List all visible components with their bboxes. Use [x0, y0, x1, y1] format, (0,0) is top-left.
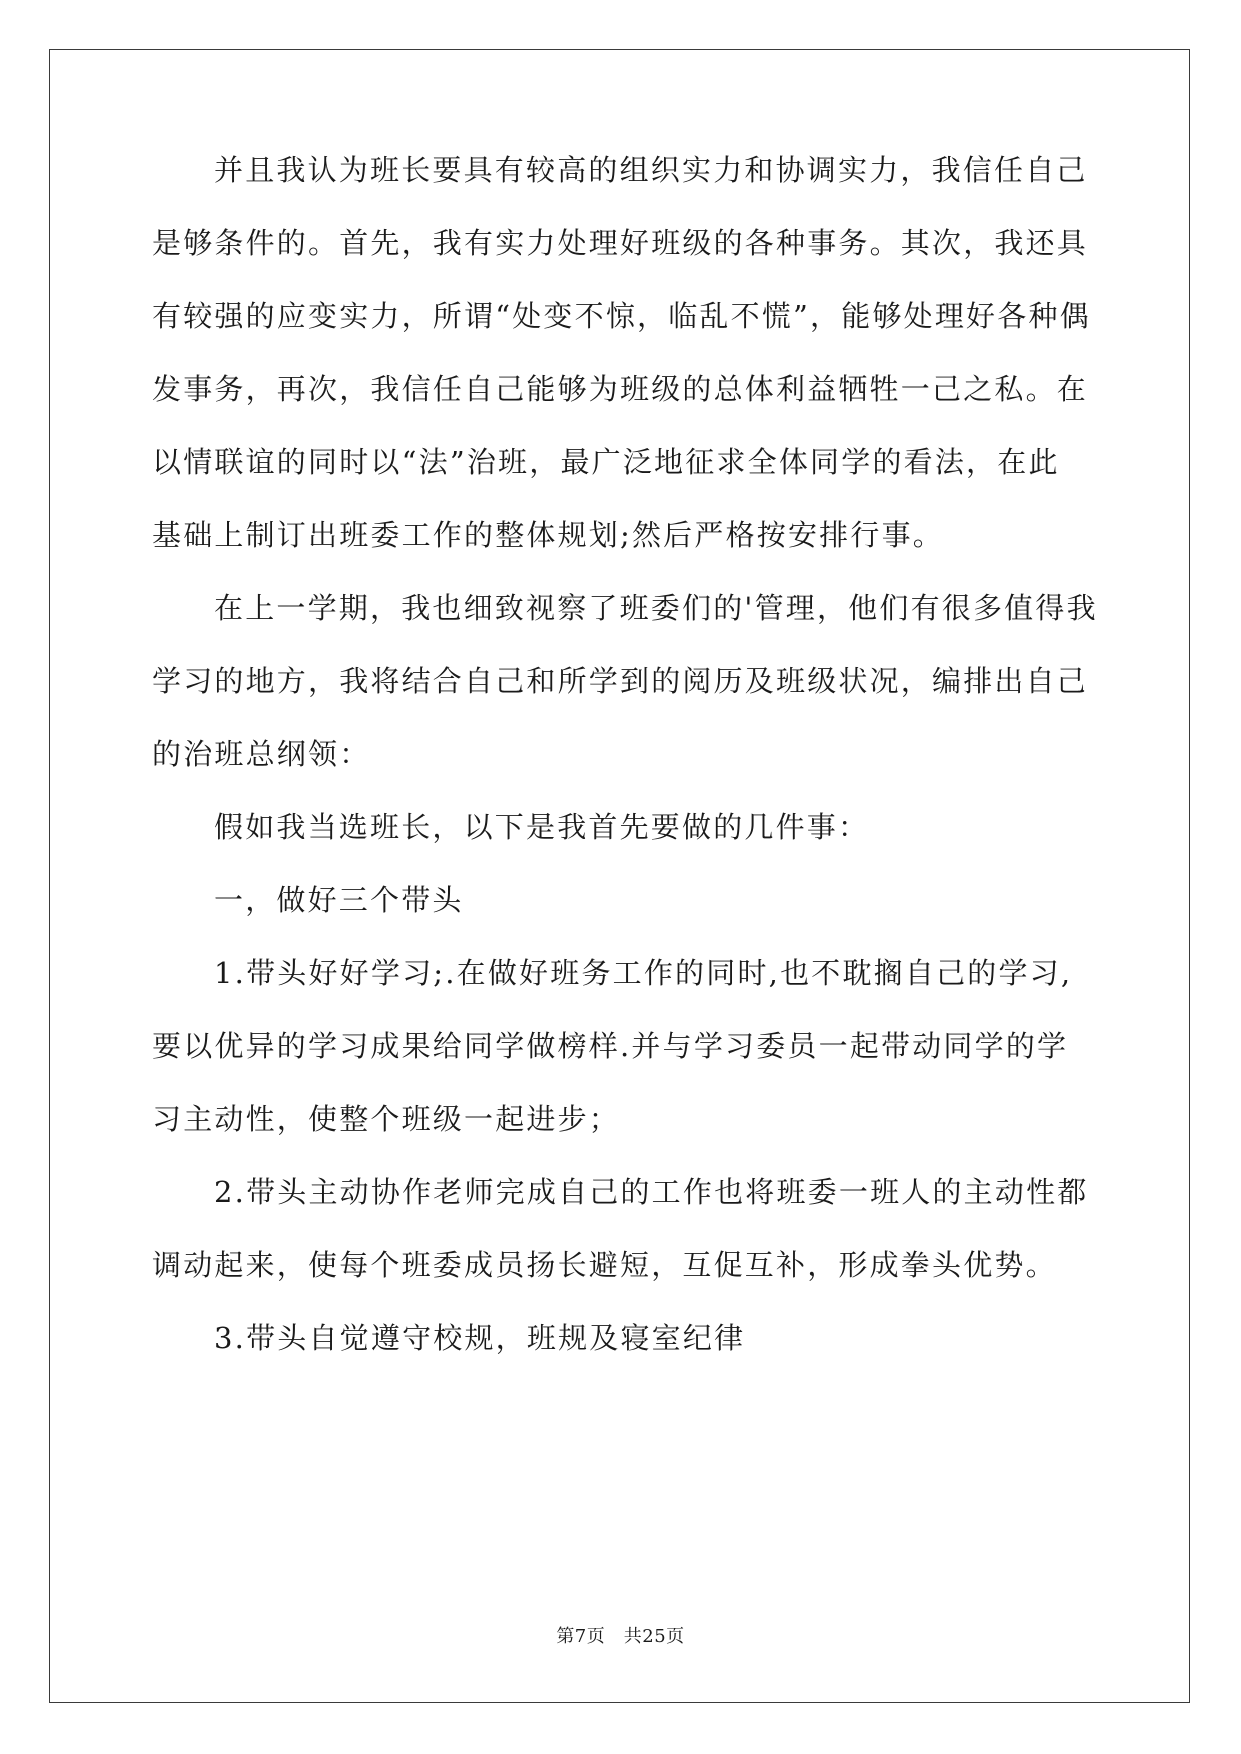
paragraph-line: 学习的地方，我将结合自己和所学到的阅历及班级状况，编排出自己	[152, 664, 1089, 698]
paragraph-line: 在上一学期，我也细致视察了班委们的'管理，他们有很多值得我	[214, 591, 1098, 625]
paragraph-line: 发事务，再次，我信任自己能够为班级的总体利益牺牲一己之私。在	[152, 372, 1089, 406]
paragraph-line: 要以优异的学习成果给同学做榜样.并与学习委员一起带动同学的学	[152, 1029, 1069, 1063]
paragraph-line: 1.带头好好学习;.在做好班务工作的同时,也不耽搁自己的学习,	[214, 956, 1073, 990]
paragraph-line: 2.带头主动协作老师完成自己的工作也将班委一班人的主动性都	[214, 1175, 1089, 1209]
paragraph-line: 假如我当选班长，以下是我首先要做的几件事：	[214, 810, 870, 844]
section-heading: 一，做好三个带头	[214, 883, 464, 917]
paragraph-line: 并且我认为班长要具有较高的组织实力和协调实力，我信任自己	[214, 153, 1088, 187]
paragraph-line: 的治班总纲领：	[152, 737, 371, 771]
paragraph-line: 有较强的应变实力，所谓“处变不惊，临乱不慌”，能够处理好各种偶	[152, 299, 1091, 333]
page-number: 第7页 共25页	[556, 1626, 685, 1647]
paragraph-line: 是够条件的。首先，我有实力处理好班级的各种事务。其次，我还具	[152, 226, 1089, 260]
paragraph-line: 3.带头自觉遵守校规，班规及寝室纪律	[214, 1321, 746, 1355]
paragraph-line: 调动起来，使每个班委成员扬长避短，互促互补，形成拳头优势。	[152, 1248, 1057, 1282]
paragraph-line: 基础上制订出班委工作的整体规划;然后严格按安排行事。	[152, 518, 944, 552]
paragraph-line: 习主动性，使整个班级一起进步；	[152, 1102, 621, 1136]
paragraph-line: 以情联谊的同时以“法”治班，最广泛地征求全体同学的看法，在此	[152, 445, 1060, 479]
